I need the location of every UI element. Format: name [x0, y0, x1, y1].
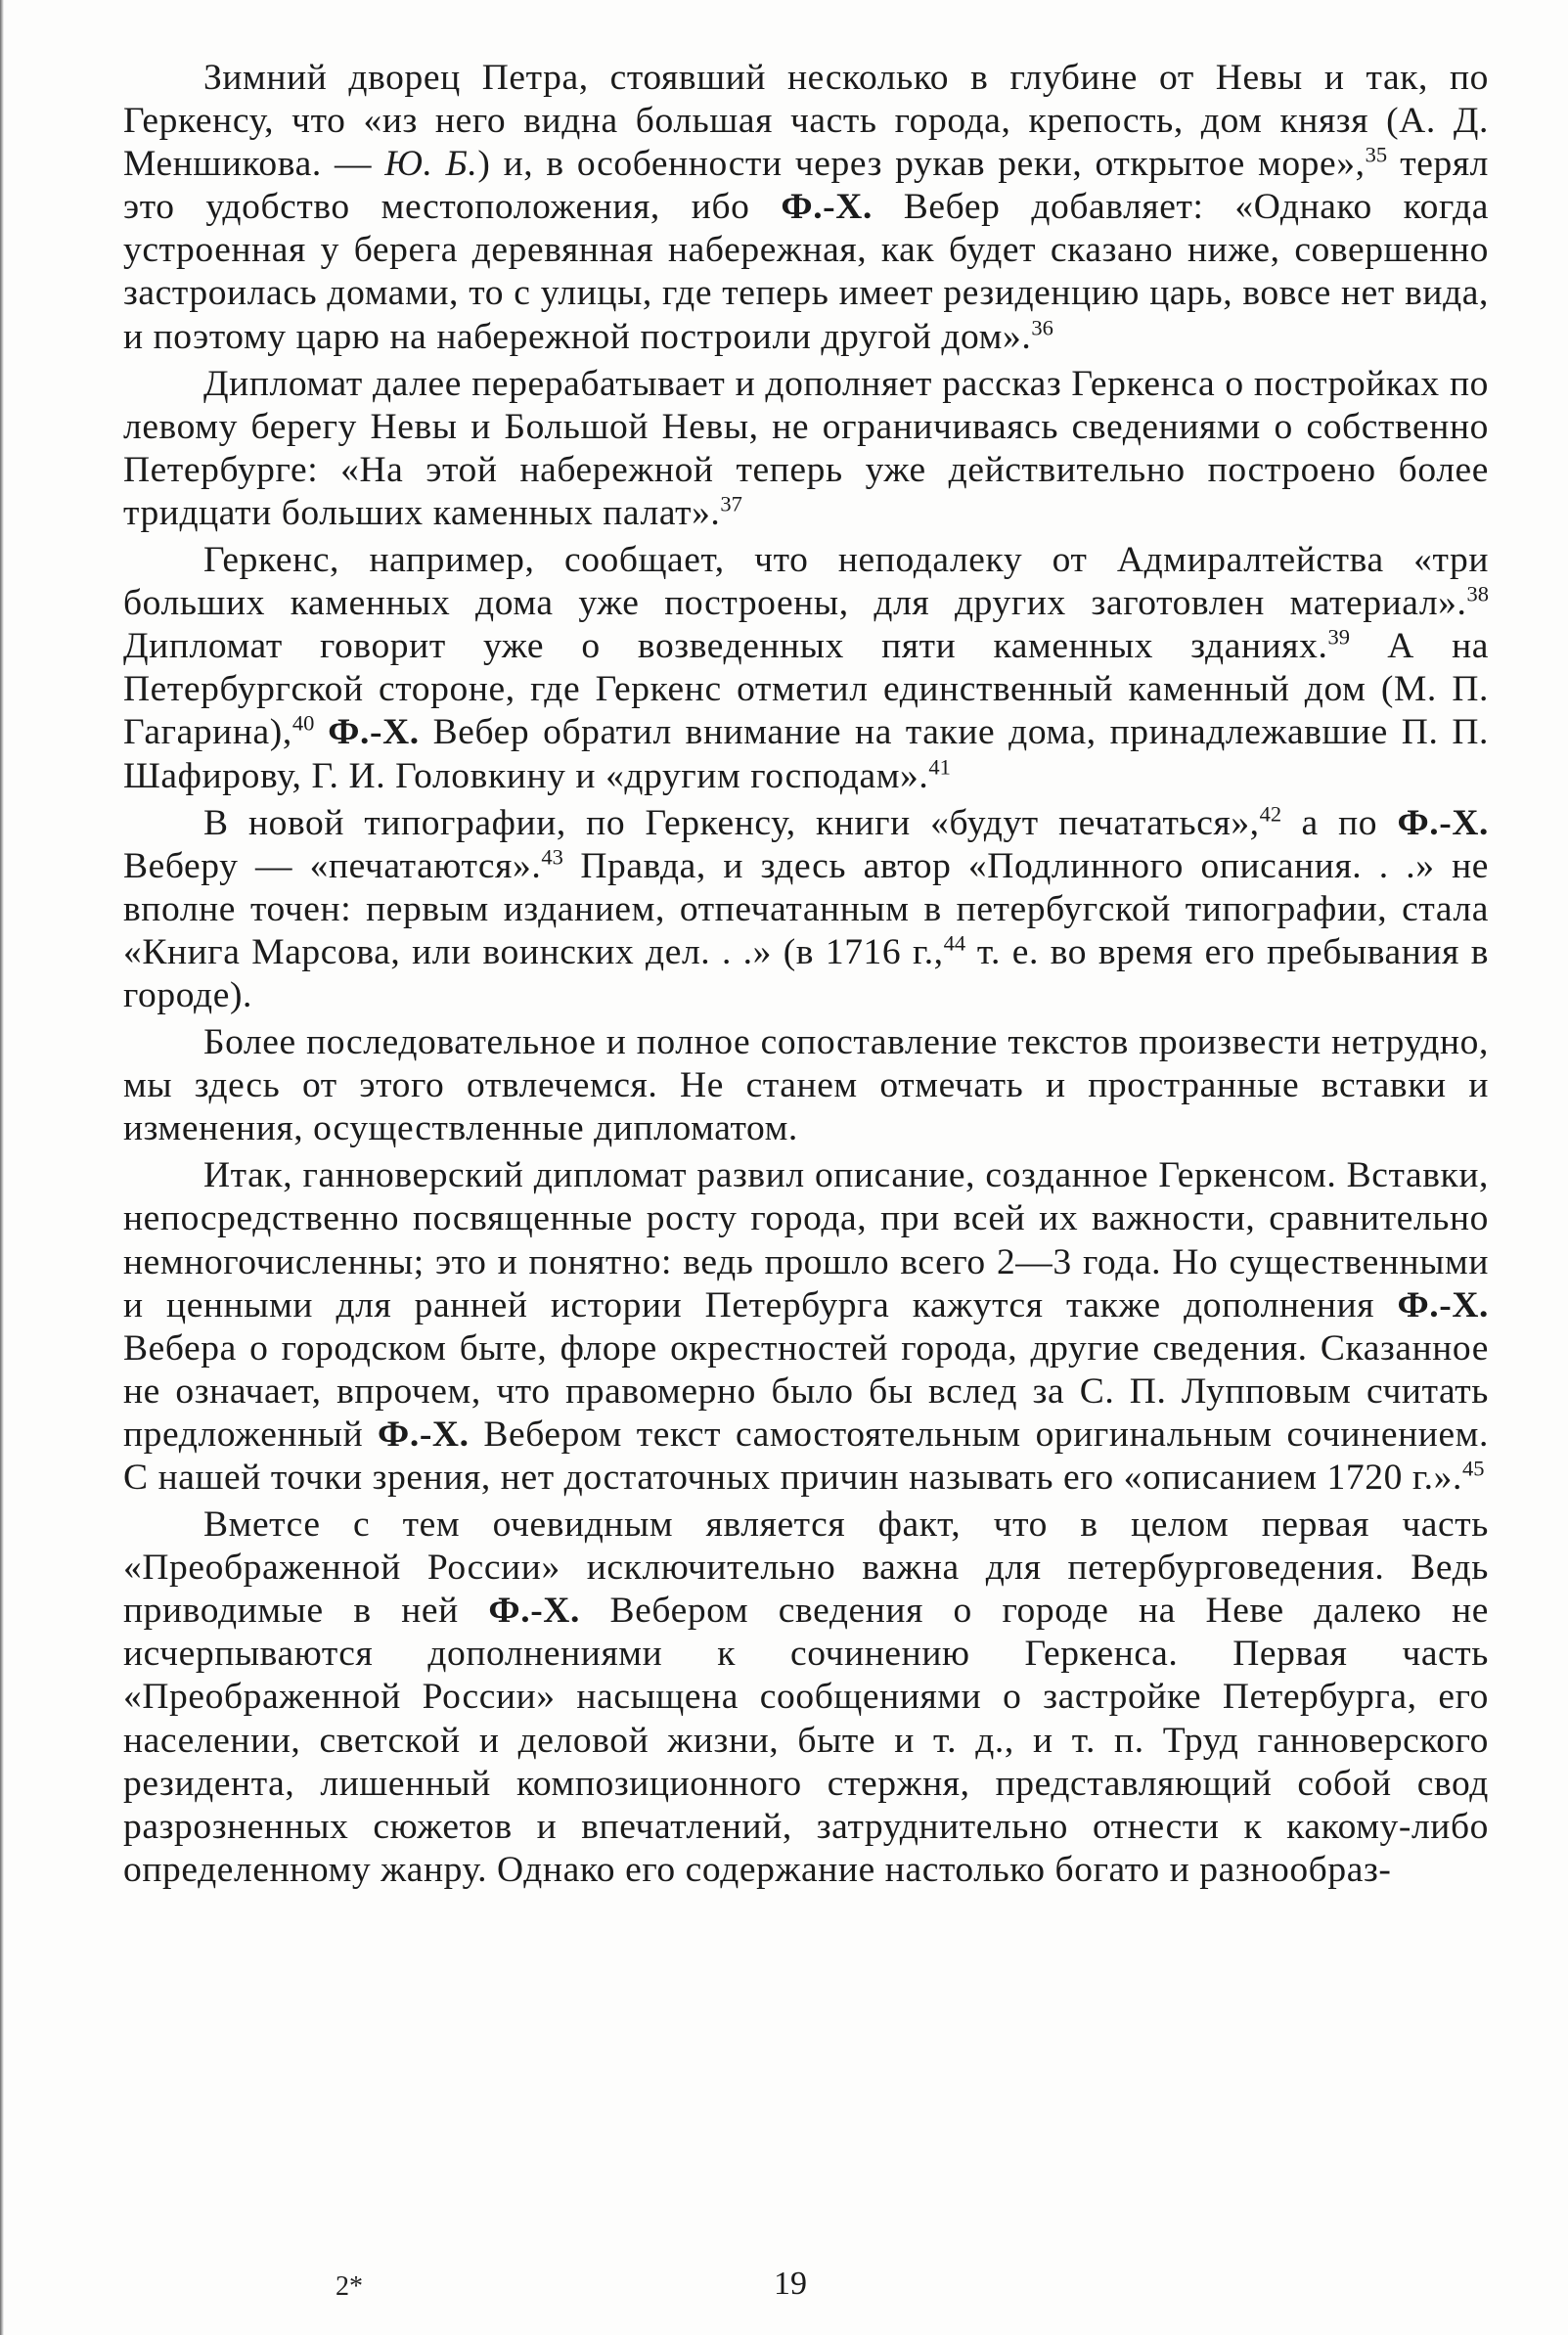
bold-initials: Ф.-Х. [328, 712, 420, 753]
footnote-ref: 41 [928, 754, 951, 779]
footnote-ref: 37 [720, 491, 742, 516]
paragraph [123, 57, 1489, 359]
text-run: Вебером сведения о городе на Неве далеко не исчерпываются дополнениями к сочинению Геркенса. Первая часть «Преображенной России» насыщена сообщениями о застройке Петербурга, его населении, светской и деловой жизни, быте и т. д., и т. п. Труд ганноверского резидента, лишенный композиционного стержня, представляющий собой свод разрозненных сюжетов и впечатлений, затруднительно отнести к какому-либо определенному жанру. Однако его содержание настолько богато и разнообраз- [123, 1591, 1489, 1890]
text-run: Геркенс, например, сообщает, что неподалеку от Адмиралтейства «три больших каменных дома уже построены, для других заготовлен материал». [123, 540, 1489, 624]
text-run: Вебер обратил внимание на такие дома, принадлежавшие П. П. Шафирову, Г. И. Головкину и «другим господам». [123, 712, 1489, 796]
footnote-ref: 39 [1327, 624, 1350, 650]
paragraph [123, 802, 1489, 1017]
text-run: Вебером текст самостоятельным оригинальным сочинением. С нашей точки зрения, нет достаточных причин называть его «описанием 1720 г.». [123, 1414, 1489, 1498]
footnote-ref: 42 [1259, 801, 1282, 827]
footnote-ref: 38 [1466, 581, 1489, 606]
footnote-ref: 45 [1461, 1456, 1485, 1481]
bold-initials: Ф.-Х. [1397, 802, 1489, 843]
text-run: В новой типографии, по Геркенсу, книги «будут печататься», [203, 802, 1260, 843]
page-number: 19 [774, 2266, 807, 2302]
paragraph [123, 1504, 1489, 1892]
text-run: ) и, в особенности через рукав реки, открытое море», [477, 144, 1366, 185]
text-run: Зимний дворец Петра, стоявший несколько в глубине от Невы и так, по Геркенсу, что «из него видна большая часть города, крепость, дом князя (А. Д. Меншикова. — [123, 58, 1489, 185]
paragraph [123, 363, 1489, 535]
text-run: Дипломат говорит уже о возведенных пяти каменных зданиях. [123, 626, 1328, 667]
text-run: Итак, ганноверский дипломат развил описание, созданное Геркенсом. Вставки, непосредственно посвященные росту города, при всей их важности, сравнительно немногочисленны; это и понятно: ведь прошло всего 2—3 года. Но существенными и ценными для ранней истории Петербурга кажутся также дополнения [123, 1155, 1489, 1325]
paragraph [123, 1021, 1489, 1150]
text-run: Более последовательное и полное сопоставление текстов произвести нетрудно, мы здесь от этого отвлечемся. Не станем отмечать и пространные вставки и изменения, осуществленные дипломатом. [123, 1022, 1489, 1149]
text-run: А на Петербургской стороне, где Геркенс отметил единственный каменный дом (М. П. Гагарина), [123, 626, 1489, 753]
bold-initials: Ф.-Х. [488, 1591, 580, 1632]
italic-initials: Ю. Б. [384, 144, 478, 185]
text-run: Вебер добавляет: «Однако когда устроенная у берега деревянная набережная, как будет сказано ниже, совершенно застроилась домами, то с улицы, где теперь имеет резиденцию царь, вовсе нет вида, и поэтому царю на набережной построили другой дом». [123, 187, 1489, 357]
footnote-ref: 44 [943, 930, 966, 956]
text-run: Правда, и здесь автор «Подлинного описания. . .» не вполне точен: первым изданием, отпечатанным в петербугской типографии, стала «Книга Марсова, или воинских дел. . .» (в 1716 г., [123, 845, 1489, 972]
paragraph [123, 1154, 1489, 1500]
text-run: Веберу — «печатаются». [123, 845, 542, 886]
text-run: а по [1281, 802, 1398, 843]
bold-initials: Ф.-Х. [1397, 1284, 1489, 1325]
text-run: Дипломат далее перерабатывает и дополняет рассказ Геркенса о постройках по левому берегу Невы и Большой Невы, не ограничиваясь сведениями о собственно Петербурге: «На этой набережной теперь уже действительно построено более тридцати больших каменных палат». [123, 363, 1489, 533]
body-text [123, 57, 1489, 1896]
text-run: Вебера о городском быте, флоре окрестностей города, другие сведения. Сказанное не означает, впрочем, что правомерно было бы вслед за С. П. Лупповым считать предложенный [123, 1327, 1489, 1455]
text-run: Вметсе с тем очевидным является факт, что в целом первая часть «Преображенной России» исключительно важна для петербурговедения. Ведь приводимые в ней [123, 1504, 1489, 1632]
footnote-ref: 35 [1365, 142, 1388, 167]
bold-initials: Ф.-Х. [378, 1414, 470, 1455]
footnote-ref: 40 [291, 710, 315, 736]
page-edge-shadow [0, 0, 4, 2335]
text-run: терял это удобство местоположения, ибо [123, 144, 1489, 228]
signature-mark: 2* [336, 2271, 363, 2302]
paragraph [123, 539, 1489, 798]
footnote-ref: 43 [541, 844, 563, 870]
text-run: т. е. во время его пребывания в городе). [123, 931, 1489, 1015]
footnote-ref: 36 [1031, 315, 1053, 340]
text-run [314, 712, 328, 752]
bold-initials: Ф.-Х. [781, 187, 873, 228]
